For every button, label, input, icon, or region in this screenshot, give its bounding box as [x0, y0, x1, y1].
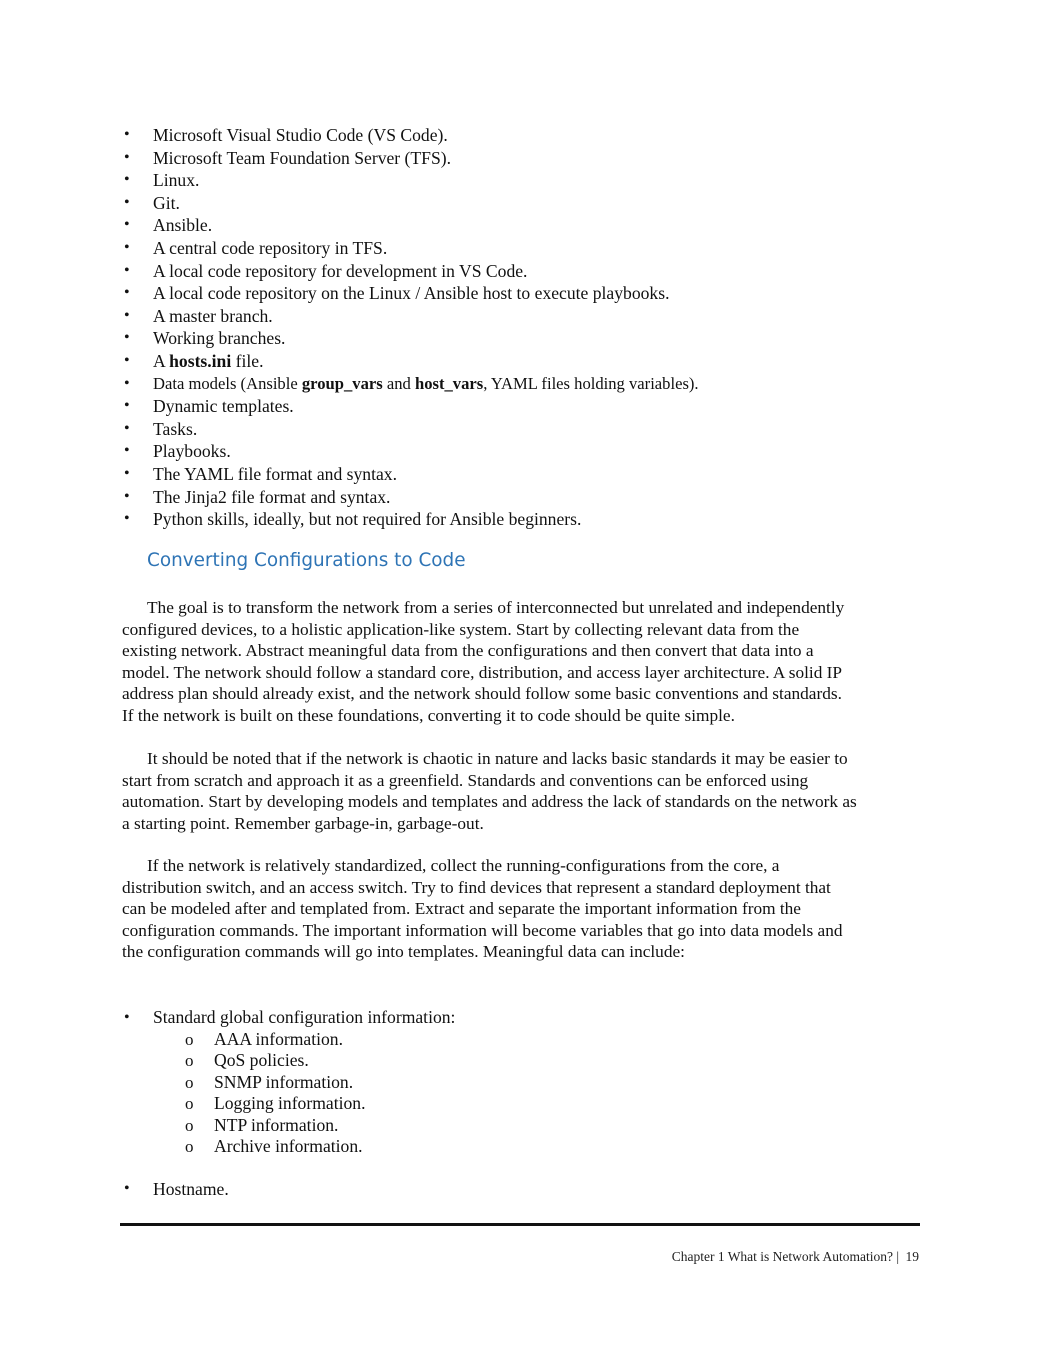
bullet-icon: •	[124, 148, 130, 166]
list-item: • Tasks.	[124, 418, 198, 439]
bullet-icon: •	[124, 193, 130, 211]
list-item: • Ansible.	[124, 215, 213, 236]
bullet-icon: •	[124, 487, 130, 505]
bullet-icon: •	[124, 238, 130, 256]
bullet-icon: •	[124, 419, 130, 437]
data-list	[0, 1007, 1041, 1158]
list-item: • Playbooks.	[124, 441, 231, 462]
circle-bullet-icon: o	[185, 1094, 194, 1114]
page-footer	[672, 1248, 919, 1266]
list-item: • Hostname.	[124, 1179, 229, 1199]
bullet-icon: •	[124, 374, 130, 392]
sub-list-item: o SNMP information.	[185, 1071, 354, 1092]
bullet-icon: •	[124, 261, 130, 279]
list-item: • The YAML file format and syntax.	[124, 463, 397, 484]
circle-bullet-icon: o	[185, 1029, 194, 1049]
footer-divider	[120, 1223, 920, 1226]
bullet-icon: •	[124, 306, 130, 324]
sub-list-item: o QoS policies.	[185, 1050, 309, 1071]
footer-separator: |	[896, 1249, 900, 1264]
bullet-icon: •	[124, 397, 130, 415]
tools-list	[0, 124, 1041, 531]
list-item: • A master branch.	[124, 305, 273, 326]
page-number: 19	[905, 1249, 919, 1264]
section-heading: Converting Configurations to Code	[147, 550, 466, 571]
sub-list-item: o AAA information.	[185, 1028, 344, 1049]
bullet-icon: •	[124, 351, 130, 369]
bullet-icon: •	[124, 126, 130, 143]
paragraph: If the network is relatively standardized, collect the running-configurations from the core, a distribution switch, and an access switch. Try to find devices that represent a standard deployment that can be modeled after and templated from. Extract and separate the important information from the configuration commands. The important information will become variables that go into data models and the configuration commands will go into templates. Meaningful data can include:	[122, 856, 843, 962]
list-item: • A central code repository in TFS.	[124, 237, 388, 258]
bullet-icon: •	[124, 284, 130, 302]
bullet-icon: •	[124, 442, 130, 460]
list-item: • Dynamic templates.	[124, 396, 294, 417]
sub-list-container	[0, 1029, 1041, 1159]
list-item: • Linux.	[124, 170, 200, 191]
paragraph: The goal is to transform the network from a series of interconnected but unrelated and independently configured devices, to a holistic application-like system. Start by collecting relevant data from the existing network. Abstract meaningful data from the configurations and then convert that data into a model. The network should follow a standard core, distribution, and access layer architecture. A solid IP address plan should already exist, and the network should follow some basic conventions and standards. If the network is built on these foundations, converting it to code should be quite simple.	[122, 598, 845, 725]
bullet-icon: •	[124, 171, 130, 189]
bullet-icon: •	[124, 329, 130, 347]
bullet-icon: •	[124, 216, 130, 234]
list-item: • A local code repository on the Linux / Ansible host to execute playbooks.	[124, 283, 670, 304]
chapter-title: Chapter 1 What is Network Automation?	[671, 1249, 894, 1264]
list-item: • Python skills, ideally, but not required for Ansible beginners.	[124, 509, 582, 530]
list-item: • Git.	[124, 192, 180, 213]
list-item: • Data models (Ansible group_vars and host_vars, YAML files holding variables).	[124, 373, 699, 393]
paragraph: It should be noted that if the network is chaotic in nature and lacks basic standards it may be easier to start from scratch and approach it as a greenfield. Standards and conventions can be enforced using automation. Start by developing models and templates and address the lack of standards on the network as a starting point. Remember garbage-in, garbage-out.	[122, 749, 857, 833]
bullet-icon: •	[124, 464, 130, 482]
list-item: • Standard global configuration information:	[124, 1007, 456, 1027]
circle-bullet-icon: o	[185, 1115, 194, 1135]
list-item: • Microsoft Team Foundation Server (TFS).	[124, 147, 451, 168]
sub-list-item: o NTP information.	[185, 1114, 339, 1135]
circle-bullet-icon: o	[185, 1137, 194, 1157]
bullet-icon: •	[124, 1180, 130, 1197]
circle-bullet-icon: o	[185, 1072, 194, 1092]
bullet-icon: •	[124, 510, 130, 528]
sub-list-item: o Archive information.	[185, 1136, 363, 1157]
list-item: • A hosts.ini file.	[124, 350, 264, 371]
circle-bullet-icon: o	[185, 1051, 194, 1071]
list-item: • The Jinja2 file format and syntax.	[124, 486, 391, 507]
sub-list	[0, 1029, 1041, 1159]
list-item: • Microsoft Visual Studio Code (VS Code).	[124, 125, 448, 145]
sub-list-item: o Logging information.	[185, 1093, 366, 1114]
bullet-icon: •	[124, 1009, 130, 1026]
list-item: • A local code repository for development in VS Code.	[124, 260, 528, 281]
list-item: • Working branches.	[124, 328, 286, 349]
